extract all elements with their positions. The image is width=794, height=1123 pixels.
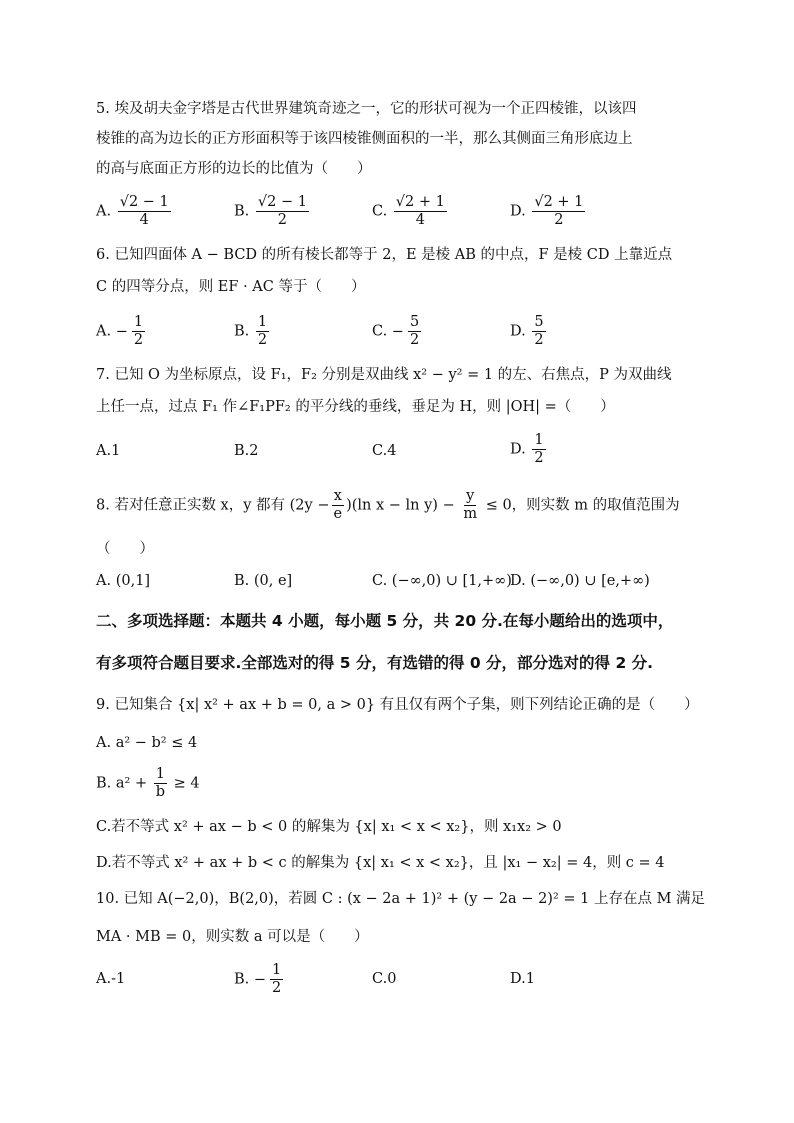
q9-option-c: C.若不等式 x² + ax − b < 0 的解集为 {x| x₁ < x < x₂}，则 x₁x₂ > 0 xyxy=(96,819,562,835)
q5-option-d: D. $\frac{√2 + 1}{2}$ xyxy=(510,194,584,228)
fraction: $\frac{x}{e}$ xyxy=(333,488,343,522)
q6-line-2: C 的四等分点，则 EF · AC 等于（ ） xyxy=(96,279,366,295)
q7-option-a: A.1 xyxy=(96,443,121,459)
q6-line-1: 6. 已知四面体 A − BCD 的所有棱长都等于 2，E 是棱 AB 的中点，F 是棱 CD 上靠近点 xyxy=(96,247,673,263)
q8-option-a: A. (0,1] xyxy=(96,573,151,589)
q5-option-c: C. $\frac{√2 + 1}{4}$ xyxy=(372,194,445,228)
q8-option-c: C. (−∞,0) ∪ [1,+∞) xyxy=(372,573,512,589)
q8-option-d: D. (−∞,0) ∪ [e,+∞) xyxy=(510,573,650,589)
section-2-heading-line-2: 有多项符合题目要求.全部选对的得 5 分，有选错的得 0 分，部分选对的得 2 分. xyxy=(96,654,654,672)
q7-line-2: 上任一点，过点 F₁ 作∠F₁PF₂ 的平分线的垂线，垂足为 H，则 |OH| =（ ） xyxy=(96,399,615,415)
fraction: $\frac{5}{2}$ xyxy=(534,314,544,348)
fraction: $\frac{1}{b}$ xyxy=(155,766,165,800)
fraction: $\frac{1}{2}$ xyxy=(534,432,544,466)
fraction: $\frac{5}{2}$ xyxy=(409,314,420,348)
fraction: $\frac{y}{m}$ xyxy=(463,488,478,522)
q10-option-c: C.0 xyxy=(372,971,397,987)
q5-line-1: 5. 埃及胡夫金字塔是古代世界建筑奇迹之一，它的形状可视为一个正四棱锥，以该四 xyxy=(96,101,637,117)
q6-option-d: D. $\frac{5}{2}$ xyxy=(510,314,544,348)
fraction: $\frac{√2 - 1}{2}$ xyxy=(257,194,307,228)
fraction: $\frac{1}{2}$ xyxy=(272,962,282,996)
q10-option-b: B. − $\frac{1}{2}$ xyxy=(234,962,282,996)
q10-option-d: D.1 xyxy=(510,971,535,987)
q7-option-b: B.2 xyxy=(234,443,259,459)
section-2-heading-line-1: 二、多项选择题：本题共 4 小题，每小题 5 分，共 20 分.在每小题给出的选项中， xyxy=(96,612,674,630)
q7-line-1: 7. 已知 O 为坐标原点，设 F₁，F₂ 分别是双曲线 x² − y² = 1 的左、右焦点，P 为双曲线 xyxy=(96,367,672,383)
q9-option-b: B. a² + $\frac{1}{b}$ ≥ 4 xyxy=(96,766,200,800)
q9-option-d: D.若不等式 x² + ax + b < c 的解集为 {x| x₁ < x < x₂}，且 |x₁ − x₂| = 4，则 c = 4 xyxy=(96,855,665,871)
q7-option-d: D. $\frac{1}{2}$ xyxy=(510,432,544,466)
q6-option-b: B. $\frac{1}{2}$ xyxy=(234,314,268,348)
q8-line-1: 8. 若对任意正实数 x，y 都有 (2y − $\frac{x}{e}$ )(ln x − ln y) − $\frac{y}{m}$ ≤ 0，则实数 m 的取值范围为 xyxy=(96,488,680,522)
q10-line-1: 10. 已知 A(−2,0)，B(2,0)，若圆 C : (x − 2a + 1)² + (y − 2a − 2)² = 1 上存在点 M 满足 xyxy=(96,891,706,907)
fraction: $\frac{1}{2}$ xyxy=(257,314,268,348)
fraction: $\frac{1}{2}$ xyxy=(133,314,144,348)
q10-line-2: MA · MB = 0，则实数 a 可以是（ ） xyxy=(96,929,369,945)
q7-option-c: C.4 xyxy=(372,443,397,459)
fraction: $\frac{√2 - 1}{4}$ xyxy=(119,194,169,228)
q9-line-1: 9. 已知集合 {x| x² + ax + b = 0, a > 0} 有且仅有两个子集，则下列结论正确的是（ ） xyxy=(96,697,699,713)
q10-option-a: A.-1 xyxy=(96,971,126,987)
q6-option-a: A. − $\frac{1}{2}$ xyxy=(96,314,144,348)
q9-option-a: A. a² − b² ≤ 4 xyxy=(96,735,198,751)
q5-option-b: B. $\frac{√2 - 1}{2}$ xyxy=(234,194,307,228)
q5-option-a: A. $\frac{√2 - 1}{4}$ xyxy=(96,194,169,228)
q5-line-2: 棱锥的高为边长的正方形面积等于该四棱锥侧面积的一半，那么其侧面三角形底边上 xyxy=(96,131,633,147)
fraction: $\frac{√2 + 1}{4}$ xyxy=(395,194,445,228)
q6-option-c: C. − $\frac{5}{2}$ xyxy=(372,314,420,348)
q8-option-b: B. (0, e] xyxy=(234,573,293,589)
q5-line-3: 的高与底面正方形的边长的比值为（ ） xyxy=(96,161,372,177)
q8-line-2: （ ） xyxy=(96,541,154,557)
fraction: $\frac{√2 + 1}{2}$ xyxy=(534,194,584,228)
